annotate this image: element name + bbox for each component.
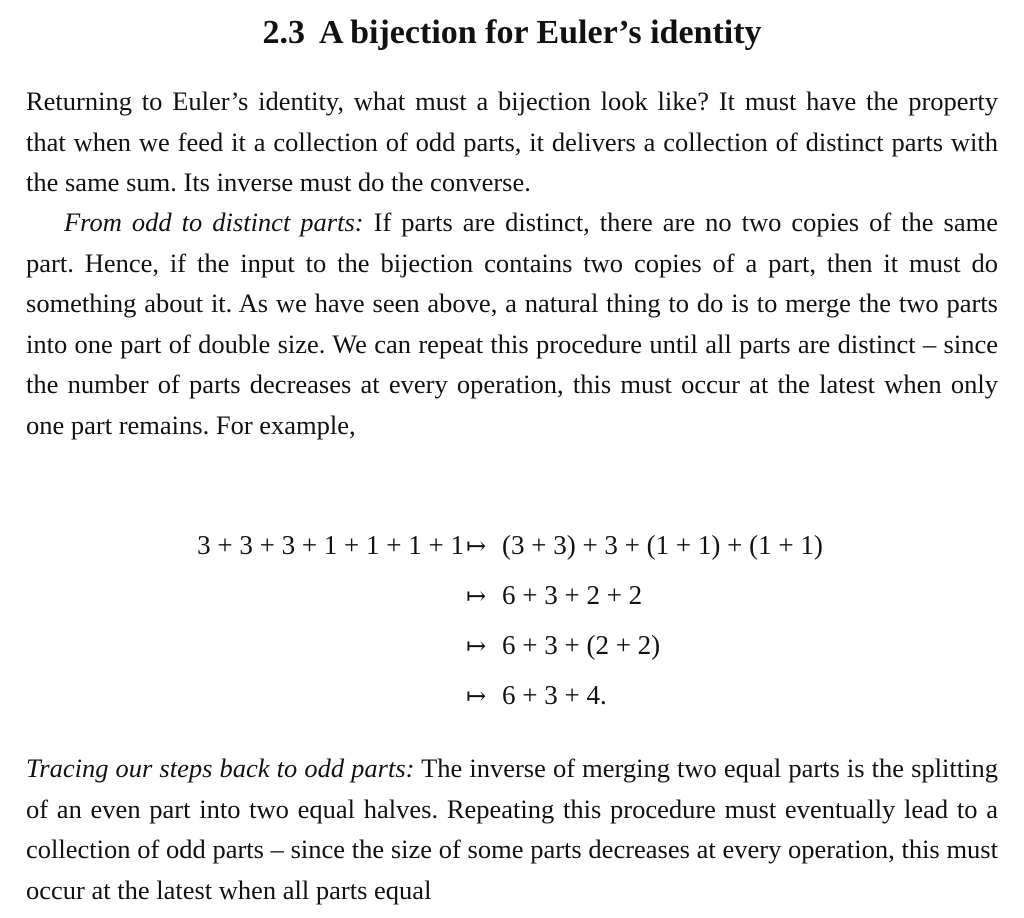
equation-step — [466, 570, 642, 621]
paragraph-intro-text: Returning to Euler’s identity, what must a bijection look like? It must have the property that when we feed it a collection of odd parts, it delivers a collection of distinct parts with the same sum. Its inverse must do the converse. — [26, 86, 998, 197]
maps-to-arrow: ↦ — [466, 682, 487, 710]
section-number: 2.3 — [262, 14, 305, 51]
equation-step-text: 6 + 3 + 4. — [502, 680, 607, 710]
equation-lhs: 3 + 3 + 3 + 1 + 1 + 1 + 1 — [197, 530, 464, 560]
equation-step — [466, 670, 607, 721]
equation-step-text: 6 + 3 + (2 + 2) — [502, 630, 661, 660]
paragraph-intro — [26, 81, 998, 203]
equation-step — [466, 620, 660, 671]
paragraph-odd-to-distinct — [26, 202, 998, 445]
paragraph-lead-in: Tracing our steps back to odd parts: — [26, 753, 415, 783]
equation-step-text: (3 + 3) + 3 + (1 + 1) + (1 + 1) — [502, 530, 823, 560]
maps-to-arrow: ↦ — [466, 532, 487, 560]
maps-to-arrow: ↦ — [466, 582, 487, 610]
paragraph-lead-in: From odd to distinct parts: — [64, 207, 364, 237]
paragraph-body: If parts are distinct, there are no two copies of the same part. Hence, if the input to the bijection contains two copies of a part, then it must do something about it. As we have seen above, a natural thing to do is to merge the two parts into one part of double size. We can repeat this procedure until all parts are distinct – since the number of parts decreases at every operation, this must occur at the latest when only one part remains. For example, — [26, 207, 998, 440]
paragraph-body: The inverse of merging two equal parts is the splitting of an even part into two equal halves. Repeating this procedure must eventually lead to a collection of odd parts – since the size of some parts decreases at every operation, this must occur at the latest when all parts equal — [26, 753, 998, 905]
section-title: A bijection for Euler’s identity — [318, 14, 762, 51]
equation-step-text: 6 + 3 + 2 + 2 — [502, 580, 643, 610]
example-display-equation — [0, 520, 1024, 720]
maps-to-arrow: ↦ — [466, 632, 487, 660]
paragraph-back-to-odd — [26, 748, 998, 910]
section-heading — [0, 12, 1024, 54]
equation-step — [466, 520, 823, 571]
